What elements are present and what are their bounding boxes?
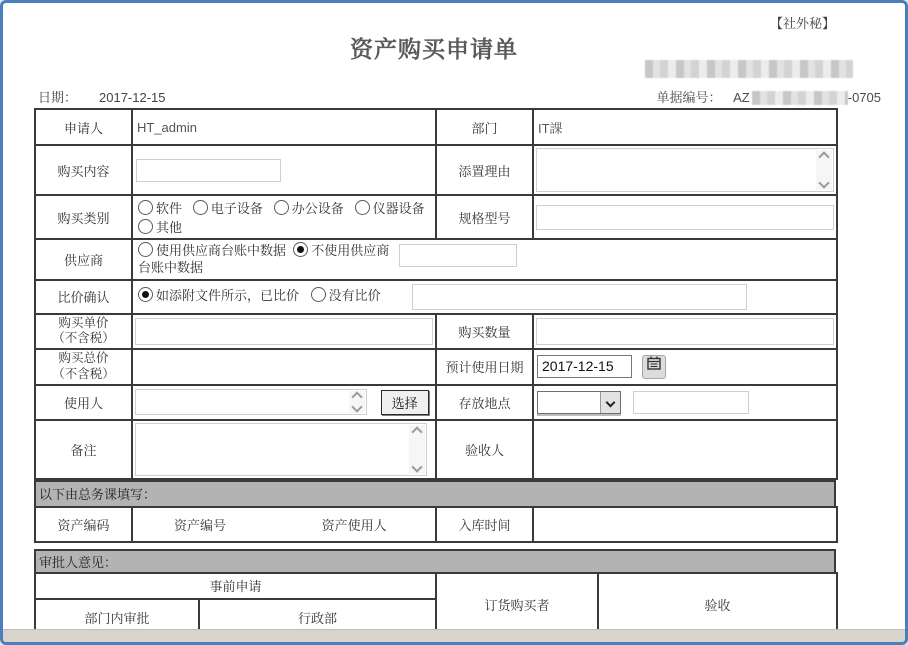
scroll-up-icon[interactable]	[411, 426, 422, 437]
expected-date-input[interactable]: 2017-12-15	[537, 355, 632, 378]
category-option-label: 电子设备	[210, 201, 263, 216]
doc-number-line	[656, 87, 881, 107]
location-select[interactable]	[537, 391, 621, 414]
scroll-up-icon[interactable]	[818, 151, 829, 162]
supplier-input[interactable]	[399, 244, 517, 267]
acceptance-label: 验收	[598, 573, 837, 637]
reason-textarea[interactable]	[536, 148, 834, 192]
admin-section-header: 以下由总务课填写：	[34, 480, 836, 506]
unit-price-label: 购买单价 （不含税）	[35, 314, 132, 349]
user-spinner[interactable]	[349, 391, 365, 413]
pre-application-label: 事前申请	[35, 573, 436, 599]
doc-number-label: 单据编号：	[656, 90, 722, 105]
category-option-label: 仪器设备	[372, 201, 425, 216]
redacted-doc-number	[752, 91, 848, 105]
dept-approval-label: 部门内审批	[35, 599, 199, 637]
category-option-label: 其他	[156, 220, 183, 235]
remarks-scrollbar[interactable]	[409, 425, 425, 474]
approval-section-table	[34, 572, 838, 638]
category-option-label: 办公设备	[291, 201, 344, 216]
form-header	[3, 3, 905, 108]
select-user-button[interactable]: 选择	[381, 390, 429, 415]
spec-input[interactable]	[536, 205, 834, 230]
reason-label: 添置理由	[436, 145, 533, 195]
total-price-cell	[132, 349, 436, 385]
date-label: 日期：	[38, 90, 78, 105]
classification-label: 【社外秘】	[769, 16, 835, 31]
scroll-down-icon[interactable]	[818, 177, 829, 188]
price-check-radio-compared[interactable]	[138, 287, 153, 302]
category-radio-office[interactable]	[274, 200, 289, 215]
admin-section-table	[34, 506, 838, 543]
admin-dept-label: 行政部	[199, 599, 436, 637]
doc-number-prefix: AZ	[733, 90, 750, 105]
inspector-label: 验收人	[436, 420, 533, 479]
location-input[interactable]	[633, 391, 749, 414]
quantity-input[interactable]	[536, 318, 834, 345]
calendar-button[interactable]	[642, 355, 666, 379]
quantity-label: 购买数量	[436, 314, 533, 349]
remarks-label: 备注	[35, 420, 132, 479]
asset-info-cell	[132, 507, 436, 542]
category-radio-other[interactable]	[138, 219, 153, 234]
category-option-label: 软件	[156, 201, 183, 216]
inspector-cell	[533, 420, 837, 479]
date-value: 2017-12-15	[99, 90, 166, 105]
category-radio-software[interactable]	[138, 200, 153, 215]
doc-number-suffix: -0705	[847, 90, 881, 105]
scroll-down-icon[interactable]	[411, 461, 422, 472]
reason-scrollbar[interactable]	[816, 150, 832, 190]
date-line	[38, 87, 166, 106]
department-value: IT課	[533, 109, 837, 145]
supplier-radio-use[interactable]	[138, 242, 153, 257]
price-check-option-label: 如添附文件所示，已比价	[156, 288, 300, 304]
page-title: 资产购买申请单	[350, 36, 518, 62]
price-check-input[interactable]	[412, 284, 747, 310]
scroll-down-icon[interactable]	[351, 402, 362, 413]
redacted-company-text	[645, 60, 853, 78]
purchase-content-input[interactable]	[136, 159, 281, 182]
asset-no-label: 资产编号	[174, 517, 227, 533]
spec-label: 规格型号	[436, 195, 533, 239]
location-label: 存放地点	[436, 385, 533, 420]
supplier-option-label: 使用供应商台账中数据	[156, 243, 287, 258]
horizontal-scrollbar[interactable]	[3, 629, 905, 642]
category-label: 购买类别	[35, 195, 132, 239]
price-check-label: 比价确认	[35, 280, 132, 314]
category-radio-electronic[interactable]	[193, 200, 208, 215]
applicant-label: 申请人	[35, 109, 132, 145]
dropdown-arrow-button[interactable]	[600, 392, 620, 413]
expected-date-label: 预计使用日期	[436, 349, 533, 385]
supplier-option-label: 不使用供应商台账中数据	[138, 243, 390, 275]
chevron-down-icon	[606, 397, 616, 407]
department-label: 部门	[436, 109, 533, 145]
supplier-label: 供应商	[35, 239, 132, 280]
user-textarea[interactable]	[135, 389, 367, 415]
storage-time-label: 入库时间	[436, 507, 533, 542]
storage-time-cell	[533, 507, 837, 542]
price-check-radio-none[interactable]	[311, 287, 326, 302]
supplier-radio-not-use[interactable]	[293, 242, 308, 257]
category-radio-instrument[interactable]	[355, 200, 370, 215]
unit-price-input[interactable]	[135, 318, 433, 345]
main-form-table	[34, 108, 838, 480]
applicant-value: HT_admin	[132, 109, 436, 145]
purchase-content-label: 购买内容	[35, 145, 132, 195]
asset-user-label: 资产使用人	[321, 517, 387, 533]
asset-code-label: 资产编码	[35, 507, 132, 542]
approval-section-header: 审批人意见：	[34, 549, 836, 572]
price-check-option-label: 没有比价	[328, 288, 381, 304]
remarks-textarea[interactable]	[135, 423, 427, 476]
total-price-label: 购买总价 （不含税）	[35, 349, 132, 385]
order-buyer-label: 订货购买者	[436, 573, 598, 637]
user-label: 使用人	[35, 385, 132, 420]
calendar-icon	[647, 356, 661, 370]
